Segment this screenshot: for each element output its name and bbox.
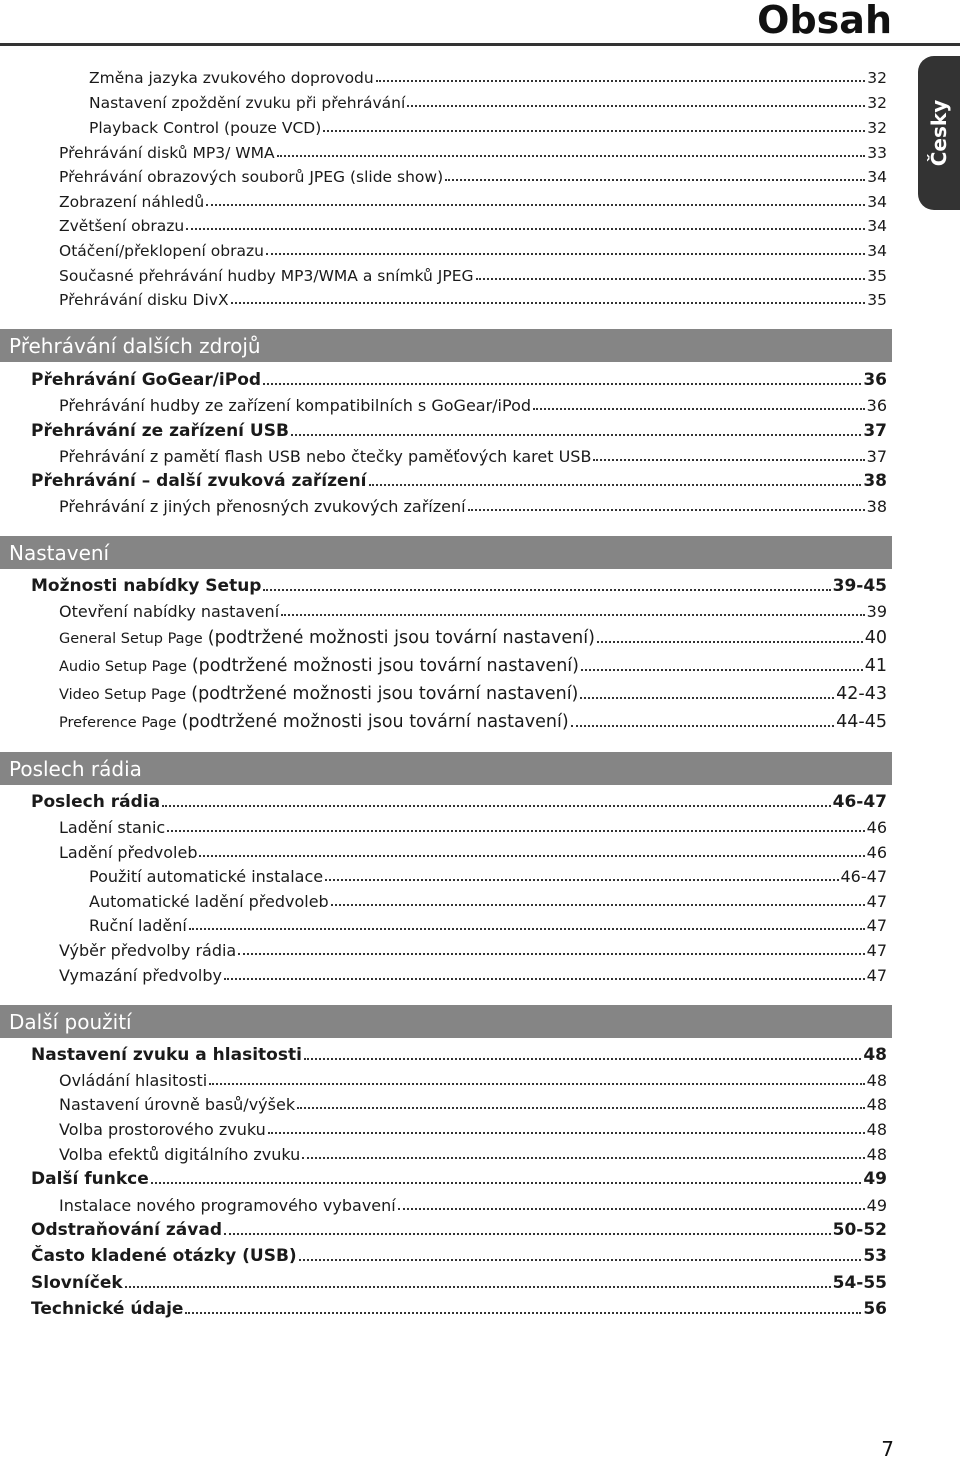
toc-entry[interactable]: Přehrávání GoGear/iPod 36	[31, 370, 887, 390]
toc-entry[interactable]: Přehrávání hudby ze zařízení kompatibilních s GoGear/iPod 36	[59, 396, 887, 415]
toc-entry[interactable]: Audio Setup Page (podtržené možnosti jsou tovární nastavení) 41	[59, 656, 887, 676]
toc-entry[interactable]: Změna jazyka zvukového doprovodu 32	[89, 69, 887, 87]
page-number: 7	[881, 1437, 894, 1461]
language-tab-label: Česky	[927, 99, 951, 167]
toc-entry[interactable]: General Setup Page (podtržené možnosti jsou tovární nastavení) 40	[59, 628, 887, 648]
toc-entry[interactable]: Přehrávání ze zařízení USB 37	[31, 421, 887, 441]
toc-entry[interactable]: Současné přehrávání hudby MP3/WMA a snímků JPEG 35	[59, 267, 887, 285]
toc-entry[interactable]: Volba prostorového zvuku 48	[59, 1120, 887, 1139]
toc-entry[interactable]: Automatické ladění předvoleb 47	[89, 892, 887, 911]
toc-entry[interactable]: Zvětšení obrazu 34	[59, 217, 887, 235]
toc-entry[interactable]: Ladění předvoleb 46	[59, 843, 887, 862]
toc-entry[interactable]: Otáčení/překlopení obrazu 34	[59, 242, 887, 260]
toc-entry[interactable]: Nastavení úrovně basů/výšek 48	[59, 1095, 887, 1114]
toc-entry[interactable]: Technické údaje 56	[31, 1299, 887, 1319]
toc-entry[interactable]: Ladění stanic 46	[59, 818, 887, 837]
toc-entry[interactable]: Možnosti nabídky Setup 39-45	[31, 576, 887, 596]
toc-entry[interactable]: Playback Control (pouze VCD) 32	[89, 119, 887, 137]
section-header: Nastavení	[0, 536, 892, 569]
toc-entry[interactable]: Zobrazení náhledů 34	[59, 193, 887, 211]
toc-entry[interactable]: Preference Page (podtržené možnosti jsou tovární nastavení) 44-45	[59, 712, 887, 732]
toc-entry[interactable]: Vymazání předvolby 47	[59, 966, 887, 985]
toc-entry[interactable]: Přehrávání z pamětí flash USB nebo čtečky paměťových karet USB 37	[59, 447, 887, 466]
toc-entry[interactable]: Přehrávání – další zvuková zařízení 38	[31, 471, 887, 491]
toc-entry[interactable]: Instalace nového programového vybavení 49	[59, 1196, 887, 1215]
section-header: Další použití	[0, 1005, 892, 1038]
section-header: Poslech rádia	[0, 752, 892, 785]
toc-entry[interactable]: Otevření nabídky nastavení 39	[59, 602, 887, 621]
toc-entry[interactable]: Slovníček 54-55	[31, 1273, 887, 1293]
toc-entry[interactable]: Přehrávání disků MP3/ WMA 33	[59, 144, 887, 162]
page-title: Obsah	[757, 0, 892, 42]
header-rule	[0, 43, 960, 46]
toc-entry[interactable]: Výběr předvolby rádia 47	[59, 941, 887, 960]
toc-entry[interactable]: Poslech rádia 46-47	[31, 792, 887, 812]
toc-entry[interactable]: Nastavení zvuku a hlasitosti 48	[31, 1045, 887, 1065]
toc-entry[interactable]: Další funkce 49	[31, 1169, 887, 1189]
toc-entry[interactable]: Ovládání hlasitosti 48	[59, 1071, 887, 1090]
toc-entry[interactable]: Přehrávání obrazových souborů JPEG (slide show) 34	[59, 168, 887, 186]
toc-entry[interactable]: Často kladené otázky (USB) 53	[31, 1246, 887, 1266]
toc-entry[interactable]: Ruční ladění 47	[89, 916, 887, 935]
toc-entry[interactable]: Přehrávání disku DivX 35	[59, 291, 887, 309]
toc-entry[interactable]: Přehrávání z jiných přenosných zvukových zařízení 38	[59, 497, 887, 516]
toc-entry[interactable]: Volba efektů digitálního zvuku 48	[59, 1145, 887, 1164]
toc-entry[interactable]: Video Setup Page (podtržené možnosti jsou tovární nastavení) 42-43	[59, 684, 887, 704]
toc-entry[interactable]: Odstraňování závad 50-52	[31, 1220, 887, 1240]
toc-entry[interactable]: Nastavení zpoždění zvuku při přehrávání 32	[89, 94, 887, 112]
section-header: Přehrávání dalších zdrojů	[0, 329, 892, 362]
language-tab	[918, 56, 960, 210]
toc-entry[interactable]: Použití automatické instalace 46-47	[89, 867, 887, 886]
